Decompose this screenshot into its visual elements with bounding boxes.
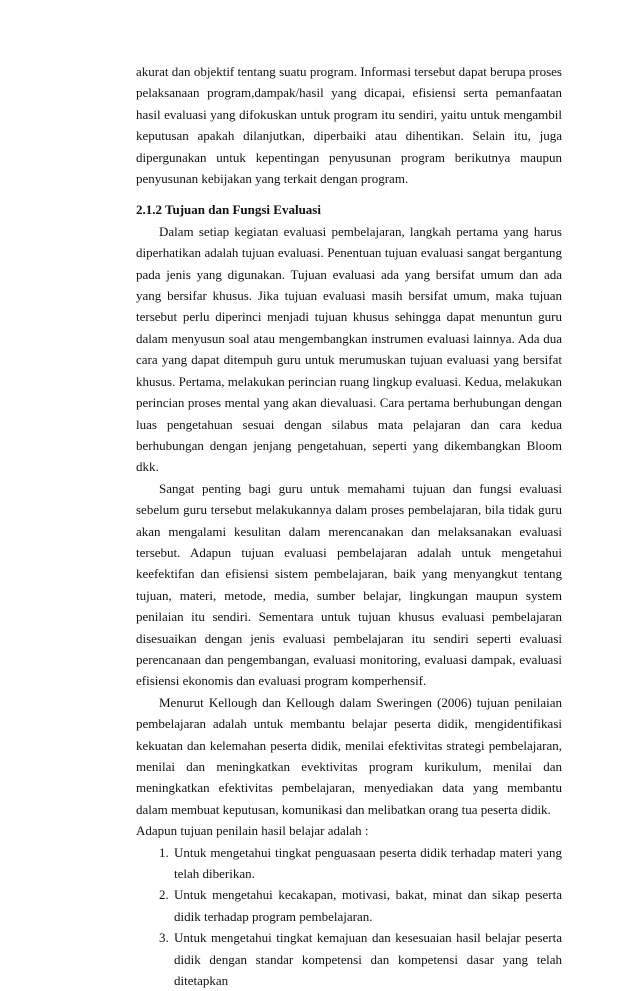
list-item: 1. Untuk mengetahui tingkat penguasaan peserta didik terhadap materi yang telah diberikan.	[172, 842, 562, 885]
spacer	[136, 189, 562, 199]
list-item: 3. Untuk mengetahui tingkat kemajuan dan kesesuaian hasil belajar peserta didik dengan standar kompetensi dan kompetensi dasar yang telah ditetapkan	[172, 927, 562, 991]
body-paragraph: Menurut Kellough dan Kellough dalam Sweringen (2006) tujuan penilaian pembelajaran adalah untuk membantu belajar peserta didik, mengidentifikasi kekuatan dan kelemahan peserta didik, menilai efektivitas strategi pembelajaran, menilai dan meningkatkan evektivitas program kurikulum, menilai dan meningkatkan efektivitas pembelajaran, menyediakan data yang membantu dalam membuat keputusan, komunikasi dan melibatkan orang tua peserta didik.	[136, 694, 562, 817]
list-intro: Adapun tujuan penilain hasil belajar adalah :	[136, 823, 369, 839]
page-content	[136, 61, 562, 991]
objectives-list	[136, 842, 562, 991]
body-paragraph: Dalam setiap kegiatan evaluasi pembelajaran, langkah pertama yang harus diperhatikan adalah tujuan evaluasi. Penentuan tujuan evaluasi sangat bergantung pada jenis yang digunakan. Tujuan evaluasi ada yang bersifat umum dan ada yang bersifar khusus. Jika tujuan evaluasi masih bersifat umum, maka tujuan tersebut perlu diperinci menjadi tujuan khusus sehingga dapat menuntun guru dalam menyusun soal atau mengembangkan instrumen evaluasi lainnya. Ada dua cara yang dapat ditempuh guru untuk merumuskan tujuan evaluasi yang bersifat khusus. Pertama, melakukan perincian ruang lingkup evaluasi. Kedua, melakukan perincian proses mental yang akan dievaluasi. Cara pertama berhubungan dengan luas pengetahuan sesuai dengan silabus mata pelajaran dan cara kedua berhubungan dengan jenjang pengetahuan, seperti yang dikembangkan Bloom dkk.	[136, 223, 562, 475]
body-paragraph: Sangat penting bagi guru untuk memahami tujuan dan fungsi evaluasi sebelum guru tersebut melakukannya dalam proses pembelajaran, bila tidak guru akan mengalami kesulitan dalam merencanakan dan melaksanakan evaluasi tersebut. Adapun tujuan evaluasi pembelajaran adalah untuk mengetahui keefektifan dan efisiensi sistem pembelajaran, baik yang menyangkut tentang tujuan, materi, metode, media, sumber belajar, lingkungan maupun system penilaian itu sendiri. Sementara untuk tujuan khusus evaluasi pembelajaran disesuaikan dengan jenis evaluasi pembelajaran itu sendiri seperti evaluasi perencanaan dan pengembangan, evaluasi monitoring, evaluasi dampak, evaluasi efisiensi ekonomis dan evaluasi program komperhensif.	[136, 480, 562, 689]
list-item: 2. Untuk mengetahui kecakapan, motivasi, bakat, minat dan sikap peserta didik terhadap program pembelajaran.	[172, 884, 562, 927]
section-heading: 2.1.2 Tujuan dan Fungsi Evaluasi	[136, 202, 321, 218]
intro-paragraph: akurat dan objektif tentang suatu program. Informasi tersebut dapat berupa proses pelaksanaan program,dampak/hasil yang dicapai, efisiensi serta pemanfaatan hasil evaluasi yang difokuskan untuk program itu sendiri, yaitu untuk mengambil keputusan apakah dilanjutkan, diperbaiki atau dihentikan. Selain itu, juga dipergunakan untuk kepentingan penyusunan program berikutnya maupun penyusunan kebijakan yang terkait dengan program.	[136, 64, 562, 187]
